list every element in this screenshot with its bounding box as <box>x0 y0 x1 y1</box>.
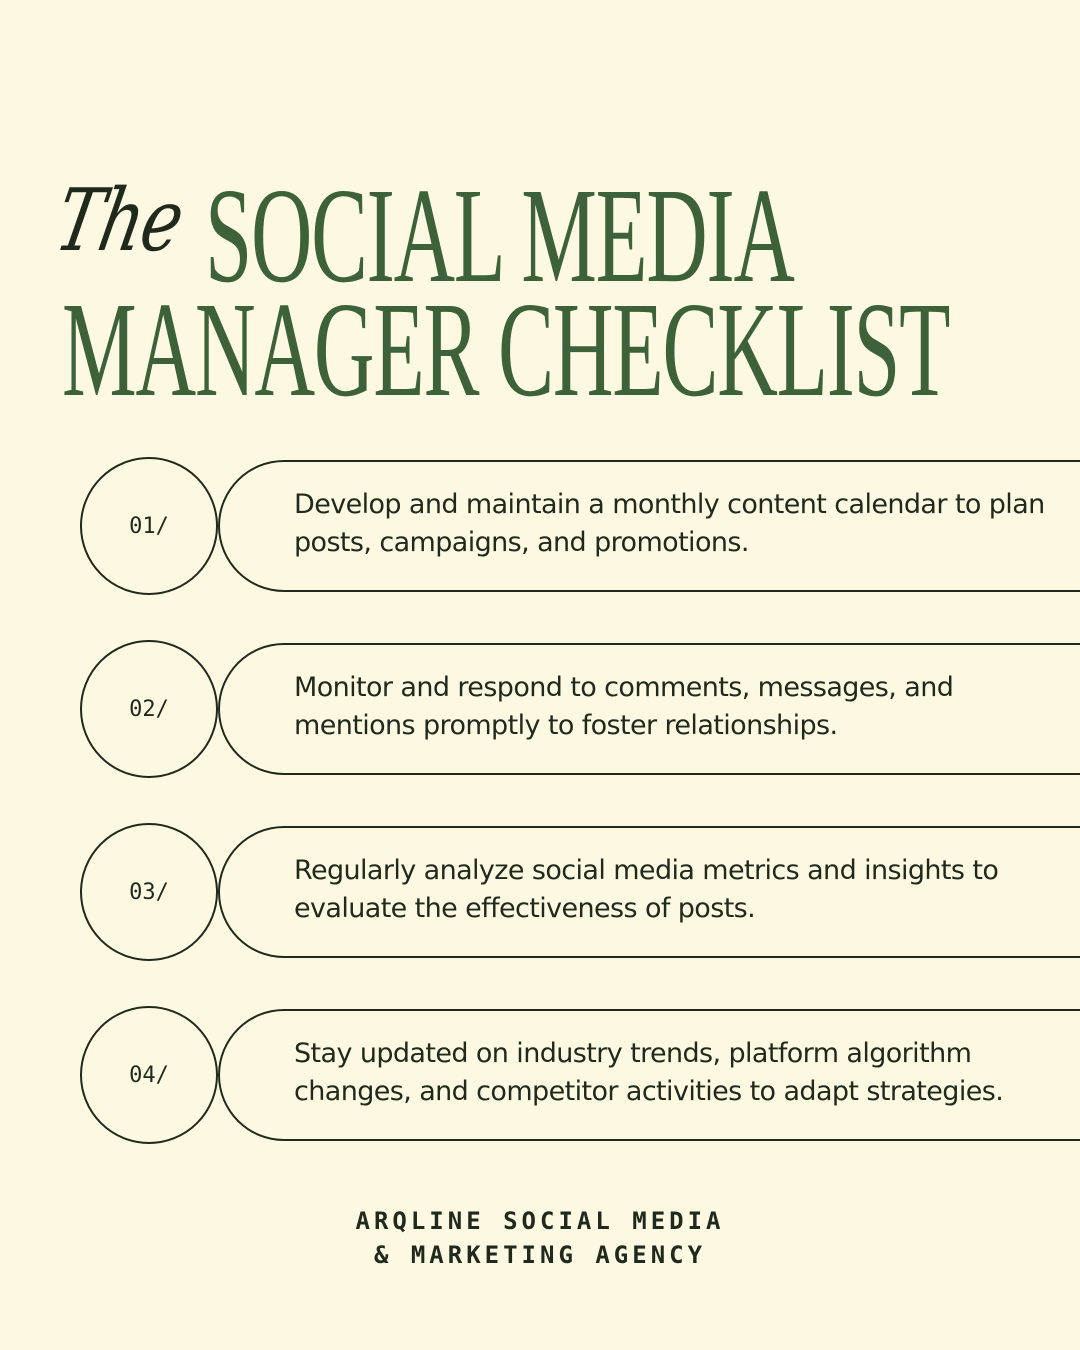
item-text: Stay updated on industry trends, platform algorithm changes, and competitor activities to adapt strategies. <box>294 1038 1004 1107</box>
item-number-badge: 03/ <box>80 823 218 961</box>
checklist-item-1 <box>0 456 1080 594</box>
item-number-badge: 02/ <box>80 640 218 778</box>
item-text: Develop and maintain a monthly content calendar to plan posts, campaigns, and promotions. <box>294 489 1045 558</box>
item-text: Regularly analyze social media metrics and insights to evaluate the effectiveness of posts. <box>294 855 999 924</box>
footer-line-2: & MARKETING AGENCY <box>373 1241 707 1269</box>
page-title <box>0 0 1080 425</box>
title-prefix-script: The <box>47 171 191 271</box>
agency-footer <box>0 1204 1080 1272</box>
checklist-item-2 <box>0 639 1080 777</box>
title-line-1: SOCIAL MEDIA <box>205 161 794 311</box>
item-number-badge: 04/ <box>80 1006 218 1144</box>
checklist-item-3 <box>0 822 1080 960</box>
title-line-2: MANAGER CHECKLIST <box>62 275 950 425</box>
item-number-badge: 01/ <box>80 457 218 595</box>
footer-line-1: ARQLINE SOCIAL MEDIA <box>355 1207 725 1235</box>
item-text: Monitor and respond to comments, messages, and mentions promptly to foster relationships. <box>294 672 954 741</box>
checklist-item-4 <box>0 1005 1080 1143</box>
